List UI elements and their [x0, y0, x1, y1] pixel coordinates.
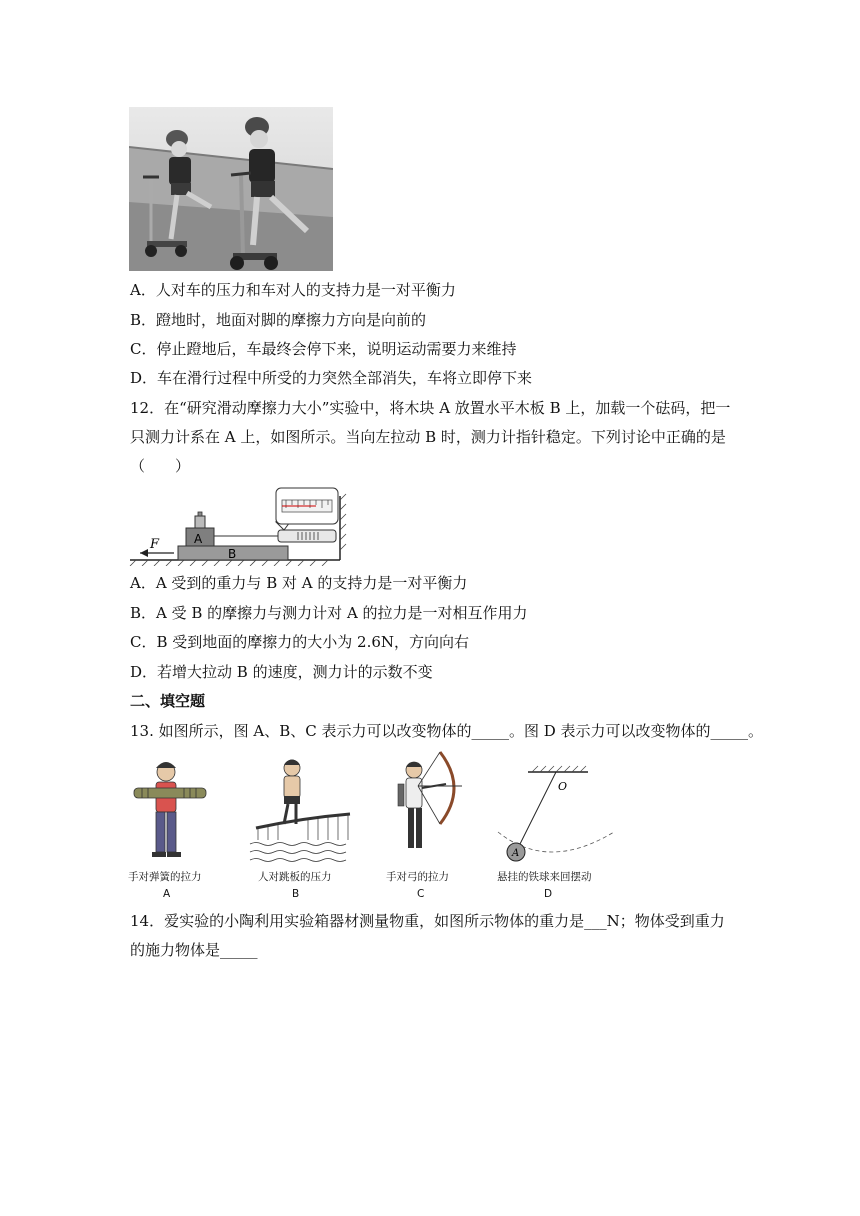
q13-stem: 13. 如图所示，图 A、B、C 表示力可以改变物体的_____。图 D 表示力可以改变物体的_____。: [130, 722, 764, 740]
panel-b-letter: B: [292, 888, 300, 900]
q12-option-a: A．A 受到的重力与 B 对 A 的支持力是一对平衡力: [130, 574, 468, 592]
q12-option-d: D．若增大拉动 B 的速度，测力计的示数不变: [130, 663, 433, 681]
panel-a-caption: 手对弹簧的拉力: [128, 871, 202, 883]
panel-a-drawing: [134, 762, 206, 857]
panel-d-drawing: [498, 766, 614, 861]
board-b-label: B: [228, 547, 237, 561]
weight: [195, 516, 205, 528]
scooter-photo: [129, 107, 333, 271]
q11-option-a: A．人对车的压力和车对人的支持力是一对平衡力: [130, 281, 456, 299]
q12-option-c: C．B 受到地面的摩擦力的大小为 2.6N，方向向右: [130, 633, 470, 651]
panel-d-letter: D: [544, 888, 553, 900]
pendulum-ball-label: A: [512, 848, 520, 859]
force-label: F: [150, 537, 160, 552]
panel-d-caption: 悬挂的铁球来回摆动: [497, 871, 592, 883]
q12-stem-line-1: 12．在“研究滑动摩擦力大小”实验中，将木块 A 放置水平木板 B 上，加载一个砝码，把一: [130, 399, 731, 417]
block-a-label: A: [194, 532, 203, 546]
panel-c-caption: 手对弓的拉力: [386, 871, 449, 883]
section-heading: 二、填空题: [130, 692, 206, 710]
q14-line-2: 的施力物体是_____: [130, 941, 258, 959]
q12-stem-line-3: （ ）: [130, 457, 191, 475]
panel-c-drawing: [398, 752, 462, 848]
q14-line-1: 14．爱实验的小陶利用实验箱器材测量物重，如图所示物体的重力是___N；物体受到重力: [130, 912, 725, 930]
q11-option-c: C．停止蹬地后，车最终会停下来，说明运动需要力来维持: [130, 340, 517, 358]
q12-stem-line-2: 只测力计系在 A 上，如图所示。当向左拉动 B 时，测力计指针稳定。下列讨论中正确的是: [130, 428, 726, 446]
q11-option-d: D．车在滑行过程中所受的力突然全部消失，车将立即停下来: [130, 369, 533, 387]
panel-a-letter: A: [163, 888, 171, 900]
panel-b-caption: 人对跳板的压力: [258, 871, 332, 883]
q12-option-b: B．A 受 B 的摩擦力与测力计对 A 的拉力是一对相互作用力: [130, 604, 528, 622]
friction-experiment-figure: [128, 486, 350, 566]
pendulum-pivot-label: O: [558, 780, 568, 793]
spring-scale: [278, 530, 336, 542]
panel-b-drawing: [250, 760, 350, 862]
q11-option-b: B．蹬地时，地面对脚的摩擦力方向是向前的: [130, 311, 427, 329]
panel-c-letter: C: [417, 888, 425, 900]
